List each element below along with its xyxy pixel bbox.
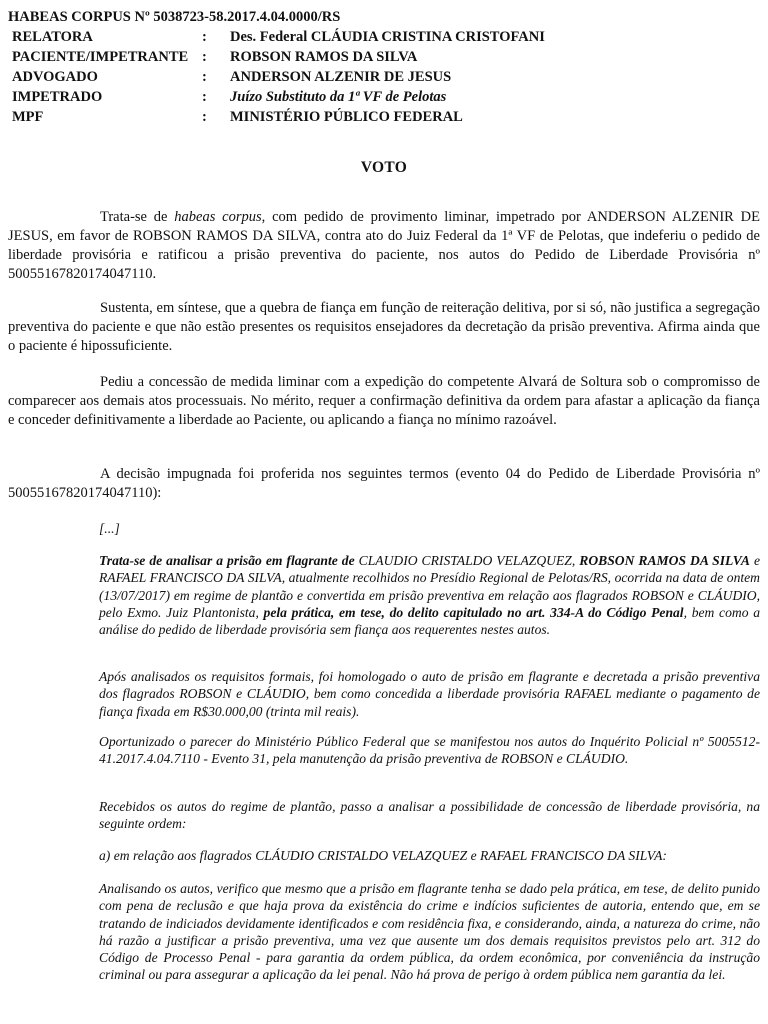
- party-row-paciente: [12, 47, 545, 67]
- body-paragraph: A decisão impugnada foi proferida nos seguintes termos (evento 04 do Pedido de Liberdade Provisória nº 50055167820174047110):: [8, 466, 760, 501]
- quote-paragraph: Analisando os autos, verifico que mesmo que a prisão em flagrante tenha se dado pela prática, em tese, de delito punido com pena de reclusão e que haja prova da existência do crime e indícios suficientes de autoria, entendo que, em se tratando de indiciados devidamente identificados e com residência fixa, e considerando, ainda, a natureza do crime, não há razão a justificar a prisão preventiva, uma vez que ausente um dos demais requisitos previstos pelo art. 312 do Código de Processo Penal - para garantia da ordem pública, da ordem econômica, por conveniência da instrução criminal ou para assegurar a aplicação da lei penal. Não há prova de perigo à ordem pública nem garantia da lei.: [99, 881, 760, 983]
- party-label: ADVOGADO: [12, 69, 98, 85]
- party-row-mpf: [12, 107, 545, 127]
- party-value: MINISTÉRIO PÚBLICO FEDERAL: [230, 109, 463, 125]
- party-row-advogado: [12, 67, 545, 87]
- quote-paragraph: Oportunizado o parecer do Ministério Público Federal que se manifestou nos autos do Inquérito Policial nº 5005512-41.2017.4.04.7110 - Evento 31, pela manutenção da prisão preventiva de ROBSON e CLÁUDIO.: [99, 734, 760, 767]
- body-paragraph: Sustenta, em síntese, que a quebra de fiança em função de reiteração delitiva, por si só, não justifica a segregação preventiva do paciente e que não estão presentes os requisitos ensejadores da decretação da prisão preventiva. Afirma ainda que o paciente é hipossuficiente.: [8, 300, 760, 354]
- party-value: ANDERSON ALZENIR DE JESUS: [230, 69, 452, 85]
- party-separator: :: [202, 69, 207, 85]
- section-title: VOTO: [360, 159, 408, 176]
- quote-paragraph: Após analisados os requisitos formais, foi homologado o auto de prisão em flagrante e decretada a prisão preventiva dos flagrados ROBSON e CLÁUDIO, bem como concedida a liberdade provisória RAFAEL mediante o pagamento de fiança fixada em R$30.000,00 (trinta mil reais).: [99, 669, 760, 719]
- party-separator: :: [202, 49, 207, 65]
- quote-ellipsis: [...]: [99, 521, 120, 536]
- party-value: Juízo Substituto da 1ª VF de Pelotas: [230, 89, 447, 105]
- party-value: ROBSON RAMOS DA SILVA: [230, 49, 418, 65]
- party-label: PACIENTE/IMPETRANTE: [12, 49, 189, 65]
- party-row-impetrado: [12, 87, 545, 107]
- body-paragraph: Trata-se de habeas corpus, com pedido de provimento liminar, impetrado por ANDERSON ALZENIR DE JESUS, em favor de ROBSON RAMOS DA SILVA, contra ato do Juiz Federal da 1ª VF de Pelotas, que indeferiu o pedido de liberdade provisória e ratificou a prisão preventiva do paciente, nos autos do Pedido de Liberdade Provisória nº 50055167820174047110.: [8, 209, 760, 282]
- case-number: HABEAS CORPUS Nº 5038723-58.2017.4.04.0000/RS: [8, 9, 341, 25]
- party-separator: :: [202, 109, 207, 125]
- quote-paragraph: a) em relação aos flagrados CLÁUDIO CRISTALDO VELAZQUEZ e RAFAEL FRANCISCO DA SILVA:: [99, 848, 667, 863]
- party-label: MPF: [12, 109, 44, 125]
- party-label: IMPETRADO: [12, 89, 103, 105]
- quote-paragraph: Recebidos os autos do regime de plantão, passo a analisar a possibilidade de concessão de liberdade provisória, na seguinte ordem:: [99, 799, 760, 832]
- party-label: RELATORA: [12, 29, 93, 45]
- party-value: Des. Federal CLÁUDIA CRISTINA CRISTOFANI: [230, 29, 545, 45]
- party-separator: :: [202, 29, 207, 45]
- party-separator: :: [202, 89, 207, 105]
- latin-term: habeas corpus: [174, 209, 262, 225]
- quote-paragraph: Trata-se de analisar a prisão em flagrante de CLAUDIO CRISTALDO VELAZQUEZ, ROBSON RAMOS DA SILVA e RAFAEL FRANCISCO DA SILVA, atualmente recolhidos no Presídio Regional de Pelotas/RS, ocorrida na data de ontem (13/07/2017) em regime de plantão e convertida em prisão preventiva em relação aos flagrados ROBSON e CLÁUDIO, pelo Exmo. Juiz Plantonista, pela prática, em tese, do delito capitulado no art. 334-A do Código Penal, bem como a análise do pedido de liberdade provisória sem fiança aos requerentes nestes autos.: [99, 553, 760, 638]
- body-paragraph: Pediu a concessão de medida liminar com a expedição do competente Alvará de Soltura sob o compromisso de comparecer aos demais atos processuais. No mérito, requer a confirmação definitiva da ordem para afastar a aplicação da fiança e conceder definitivamente a liberdade ao Paciente, ou aplicando a fiança no mínimo razoável.: [8, 374, 760, 428]
- case-parties-table: [12, 27, 545, 127]
- party-row-relatora: [12, 27, 545, 47]
